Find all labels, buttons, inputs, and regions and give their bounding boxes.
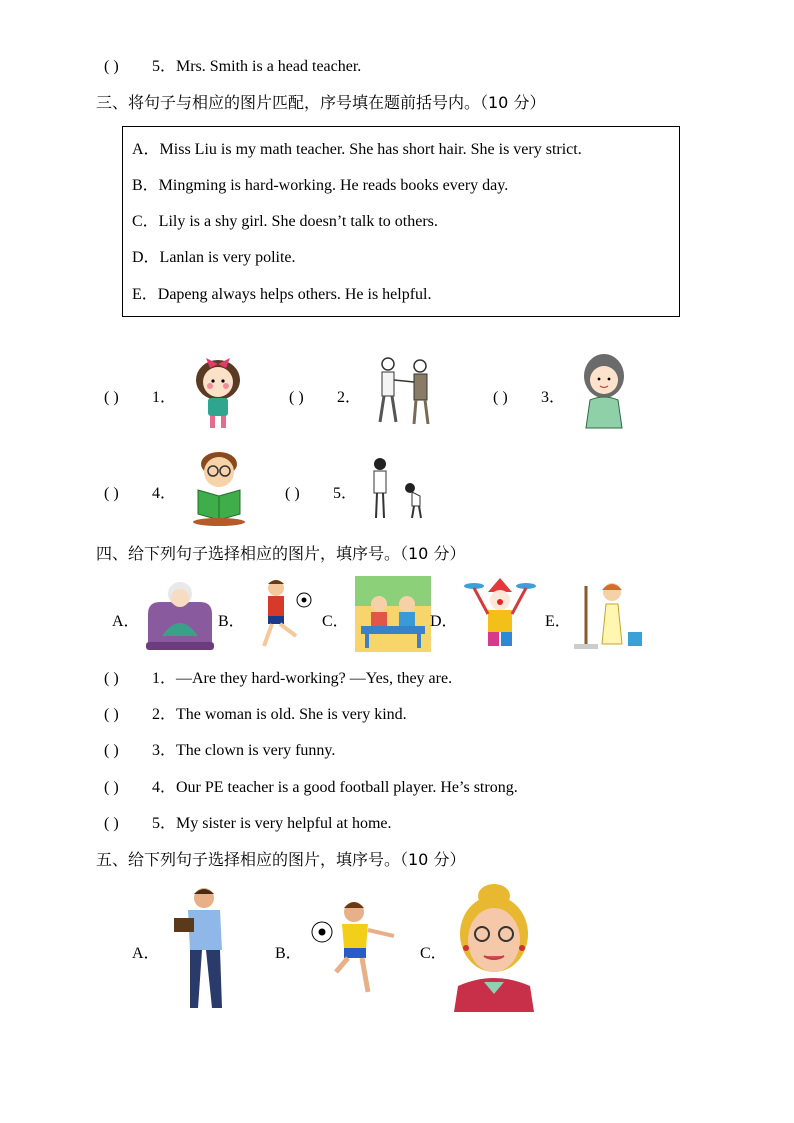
answer-parenthesis[interactable]: ( ) — [104, 815, 119, 832]
sentence-text: 5．My sister is very helpful at home. — [152, 815, 392, 832]
answer-parenthesis[interactable]: ( ) — [289, 389, 304, 406]
match-item-5 — [285, 480, 357, 503]
clown-juggling-icon — [462, 576, 538, 652]
girl-cleaning-icon — [572, 576, 648, 652]
picture-label-b: B． — [218, 613, 245, 630]
sentence-text: 3．The clown is very funny. — [152, 742, 336, 759]
answer-parenthesis[interactable]: ( ) — [104, 485, 119, 502]
item-number: 4． — [152, 485, 177, 502]
male-teacher-reading-icon — [160, 884, 240, 1014]
section-4-heading: 四、给下列句子选择相应的图片，填序号。（10 分） — [96, 544, 466, 563]
section-3-heading: 三、将句子与相应的图片匹配，序号填在题前括号内。（10 分） — [96, 93, 546, 112]
answer-parenthesis[interactable]: ( ) — [104, 58, 119, 75]
item-number: 1． — [152, 389, 177, 406]
old-woman-glasses-icon — [448, 882, 540, 1014]
item-number: 2． — [337, 389, 362, 406]
shy-girl-icon — [188, 350, 248, 430]
sentence-text: 2．The woman is old. She is very kind. — [152, 706, 407, 723]
sentence-5 — [104, 814, 392, 834]
sentence-options-box — [122, 126, 680, 317]
sentence-3 — [104, 741, 335, 761]
answer-parenthesis[interactable]: ( ) — [285, 485, 300, 502]
picture-label-d: D． — [430, 613, 458, 630]
answer-parenthesis[interactable]: ( ) — [493, 389, 508, 406]
grandma-knitting-icon — [142, 576, 218, 652]
option-b: B．Mingming is hard-working. He reads books every day. — [132, 177, 509, 194]
item-number: 3． — [541, 389, 566, 406]
students-studying-icon — [355, 576, 431, 652]
question-item — [104, 57, 361, 77]
sentence-text: 1．—Are they hard-working? —Yes, they are. — [152, 670, 453, 687]
answer-parenthesis[interactable]: ( ) — [104, 706, 119, 723]
match-item-4 — [104, 480, 176, 503]
option-c: C．Lily is a shy girl. She doesn’t talk to others. — [132, 213, 438, 230]
sentence-text: 4．Our PE teacher is a good football player. He’s strong. — [152, 779, 518, 796]
picture-label-b: B． — [275, 945, 302, 962]
picture-label-c: C． — [420, 945, 447, 962]
option-e: E．Dapeng always helps others. He is helpful. — [132, 286, 432, 303]
boy-reading-book-icon — [188, 446, 250, 526]
option-a: A．Miss Liu is my math teacher. She has short hair. She is very strict. — [132, 141, 582, 158]
item-number: 5． — [333, 485, 358, 502]
match-item-1 — [104, 384, 176, 407]
sentence-2 — [104, 705, 407, 725]
picture-label-e: E． — [545, 613, 571, 630]
picture-label-a: A． — [112, 613, 140, 630]
boy-helping-old-man-icon — [370, 352, 440, 428]
teacher-woman-icon — [576, 350, 632, 430]
match-item-3 — [493, 384, 565, 407]
sentence-1 — [104, 669, 452, 689]
football-player-kicking-icon — [306, 896, 402, 1000]
boy-football-icon — [250, 576, 316, 652]
sentence-4 — [104, 778, 518, 798]
picture-label-a: A． — [132, 945, 160, 962]
match-item-2 — [289, 384, 361, 407]
answer-parenthesis[interactable]: ( ) — [104, 779, 119, 796]
option-d: D．Lanlan is very polite. — [132, 249, 296, 266]
answer-parenthesis[interactable]: ( ) — [104, 389, 119, 406]
child-bowing-icon — [366, 456, 432, 522]
section-5-heading: 五、给下列句子选择相应的图片，填序号。（10 分） — [96, 850, 466, 869]
question-text: 5．Mrs. Smith is a head teacher. — [152, 58, 362, 75]
answer-parenthesis[interactable]: ( ) — [104, 670, 119, 687]
answer-parenthesis[interactable]: ( ) — [104, 742, 119, 759]
picture-label-c: C． — [322, 613, 349, 630]
